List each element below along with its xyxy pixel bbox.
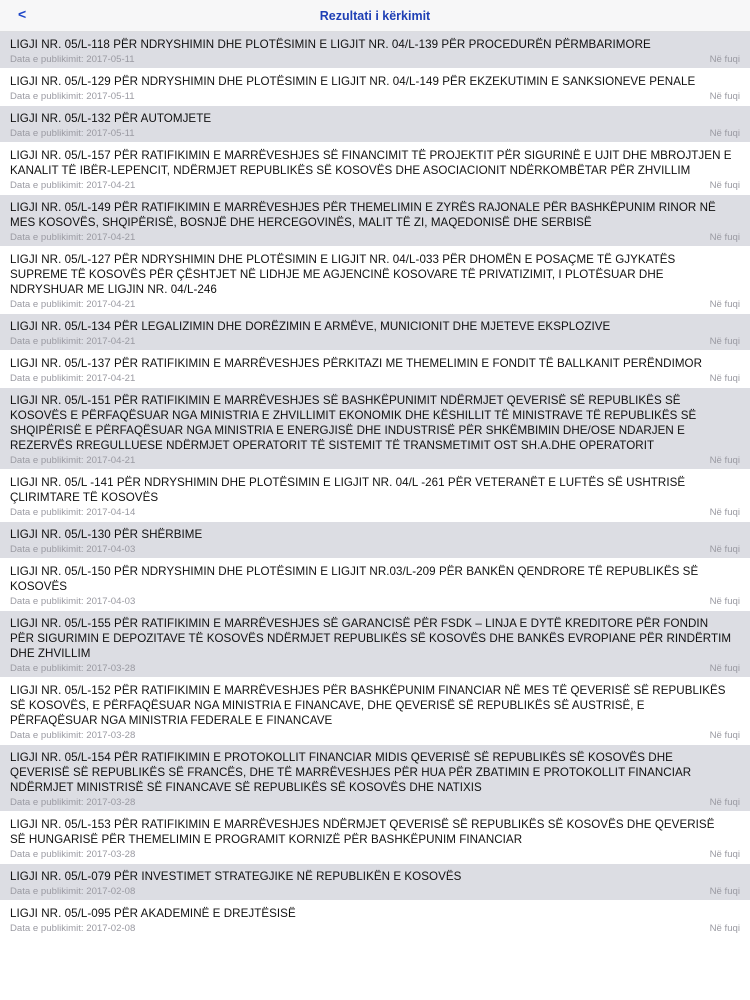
law-title: LIGJI NR. 05/L-130 PËR SHËRBIME — [10, 528, 203, 541]
list-item[interactable] — [0, 901, 750, 938]
item-meta — [10, 796, 740, 809]
status-label: Në fuqi — [709, 336, 740, 347]
item-meta — [10, 372, 740, 385]
item-meta — [10, 454, 740, 467]
list-item[interactable] — [0, 611, 750, 678]
publication-date: Data e publikimit: 2017-04-14 — [10, 507, 136, 518]
publication-date: Data e publikimit: 2017-05-11 — [10, 91, 135, 102]
law-title: LIGJI NR. 05/L-149 PËR RATIFIKIMIN E MARRËVESHJES PËR THEMELIMIN E ZYRËS RAJONALE PËR BASHKËPUNIM RINOR NË MES KOSOVËS, SHQIPËRISË, BOSNJË DHE HERCEGOVINËS, MALIT TË ZI, MAQEDONISË DHE SERBISË — [10, 201, 716, 229]
status-label: Në fuqi — [709, 849, 740, 860]
publication-date: Data e publikimit: 2017-04-21 — [10, 336, 136, 347]
results-list — [0, 32, 750, 938]
status-label: Në fuqi — [709, 373, 740, 384]
item-meta — [10, 127, 740, 140]
publication-date: Data e publikimit: 2017-03-28 — [10, 730, 136, 741]
law-title: LIGJI NR. 05/L-155 PËR RATIFIKIMIN E MARRËVESHJES SË GARANCISË PËR FSDK – LINJA E DYTË KREDITORE PËR FONDIN PËR SIGURIMIN E DEPOZITAVE TË KOSOVËS NDËRMJET REPUBLIKËS SË KOSOVËS DHE BANKËS EVROPIANE PËR RINDËRTIM DHE ZHVILLIM — [10, 617, 732, 660]
publication-date: Data e publikimit: 2017-03-28 — [10, 849, 136, 860]
item-meta — [10, 179, 740, 192]
list-item[interactable] — [0, 351, 750, 388]
item-meta — [10, 729, 740, 742]
publication-date: Data e publikimit: 2017-04-21 — [10, 299, 136, 310]
law-title: LIGJI NR. 05/L-095 PËR AKADEMINË E DREJTËSISË — [10, 907, 296, 920]
status-label: Në fuqi — [709, 730, 740, 741]
item-meta — [10, 506, 740, 519]
law-title: LIGJI NR. 05/L-132 PËR AUTOMJETE — [10, 112, 212, 125]
publication-date: Data e publikimit: 2017-04-21 — [10, 180, 136, 191]
publication-date: Data e publikimit: 2017-05-11 — [10, 54, 135, 65]
item-meta — [10, 662, 740, 675]
publication-date: Data e publikimit: 2017-03-28 — [10, 663, 136, 674]
item-meta — [10, 231, 740, 244]
status-label: Në fuqi — [709, 180, 740, 191]
item-meta — [10, 848, 740, 861]
list-item[interactable] — [0, 195, 750, 247]
item-meta — [10, 90, 740, 103]
list-item[interactable] — [0, 864, 750, 901]
nav-bar — [0, 0, 750, 32]
publication-date: Data e publikimit: 2017-03-28 — [10, 797, 136, 808]
list-item[interactable] — [0, 314, 750, 351]
list-item[interactable] — [0, 470, 750, 522]
status-label: Në fuqi — [709, 544, 740, 555]
back-button[interactable]: < — [18, 6, 27, 22]
list-item[interactable] — [0, 32, 750, 69]
law-title: LIGJI NR. 05/L-154 PËR RATIFIKIMIN E PROTOKOLLIT FINANCIAR MIDIS QEVERISË SË REPUBLIKËS SË KOSOVËS DHE QEVERISË SË REPUBLIKËS SË FRANCËS, DHE TË MARRËVESHJES PËR HUA PËR ZBATIMIN E PROTOKOLLIT FINANCIAR NDËRMJET MINISTRISË SË FINANCAVE SË REPUBLIKËS SË KOSOVËS DHE NATIXIS — [10, 751, 692, 794]
publication-date: Data e publikimit: 2017-04-21 — [10, 232, 136, 243]
status-label: Në fuqi — [709, 596, 740, 607]
status-label: Në fuqi — [709, 663, 740, 674]
publication-date: Data e publikimit: 2017-05-11 — [10, 128, 135, 139]
law-title: LIGJI NR. 05/L-118 PËR NDRYSHIMIN DHE PLOTËSIMIN E LIGJIT NR. 04/L-139 PËR PROCEDURËN PËRMBARIMORE — [10, 38, 651, 51]
item-meta — [10, 885, 740, 898]
list-item[interactable] — [0, 812, 750, 864]
law-title: LIGJI NR. 05/L-151 PËR RATIFIKIMIN E MARRËVESHJES SË BASHKËPUNIMIT NDËRMJET QEVERISË SË REPUBLIKËS SË KOSOVËS E PËRFAQËSUAR NGA MINISTRIA E ZHVILLIMIT EKONOMIK DHE KËSHILLIT TË MINISTRAVE TË REPUBLIKËS SË SHQIPËRISË E PËRFAQËSUAR NGA MINISTRIA E ENERGJISË DHE INDUSTRISË PËR SHKËMBIMIN DHE/OSE NDARJEN E REZERVËS RREGULLUESE NDËRMJET OPERATORIT TË SISTEMIT TË TRANSMETIMIT OST SH.A.DHE OPERATORIT — [10, 394, 697, 452]
status-label: Në fuqi — [709, 886, 740, 897]
publication-date: Data e publikimit: 2017-04-03 — [10, 596, 136, 607]
list-item[interactable] — [0, 522, 750, 559]
status-label: Në fuqi — [709, 299, 740, 310]
status-label: Në fuqi — [709, 128, 740, 139]
law-title: LIGJI NR. 05/L-129 PËR NDRYSHIMIN DHE PLOTËSIMIN E LIGJIT NR. 04/L-149 PËR EKZEKUTIMIN E SANKSIONEVE PENALE — [10, 75, 696, 88]
status-label: Në fuqi — [709, 923, 740, 934]
list-item[interactable] — [0, 745, 750, 812]
publication-date: Data e publikimit: 2017-04-03 — [10, 544, 136, 555]
status-label: Në fuqi — [709, 455, 740, 466]
publication-date: Data e publikimit: 2017-04-21 — [10, 373, 136, 384]
page-title: Rezultati i kërkimit — [319, 8, 431, 23]
law-title: LIGJI NR. 05/L-127 PËR NDRYSHIMIN DHE PLOTËSIMIN E LIGJIT NR. 04/L-033 PËR DHOMËN E POSAÇME TË GJYKATËS SUPREME TË KOSOVËS PËR ÇËSHTJET NË LIDHJE ME AGJENCINË KOSOVARE TË PRIVATIZIMIT, I PLOTËSUAR DHE NDRYSHUAR ME LIGJIN NR. 04/L-246 — [10, 253, 676, 296]
law-title: LIGJI NR. 05/L-157 PËR RATIFIKIMIN E MARRËVESHJES SË FINANCIMIT TË PROJEKTIT PËR SIGURINË E UJIT DHE MBROJTJEN E KANALIT TË IBËR-LEPENCIT, NDËRMJET REPUBLIKËS SË KOSOVËS DHE ASOCIACIONIT NDËRKOMBËTAR PËR ZHVILLIM — [10, 149, 732, 177]
item-meta — [10, 53, 740, 66]
status-label: Në fuqi — [709, 797, 740, 808]
law-title: LIGJI NR. 05/L -141 PËR NDRYSHIMIN DHE PLOTËSIMIN E LIGJIT NR. 04/L -261 PËR VETERANËT E LUFTËS SË USHTRISË ÇLIRIMTARE TË KOSOVËS — [10, 476, 686, 504]
list-item[interactable] — [0, 247, 750, 314]
law-title: LIGJI NR. 05/L-134 PËR LEGALIZIMIN DHE DORËZIMIN E ARMËVE, MUNICIONIT DHE MJETEVE EKSPLOZIVE — [10, 320, 611, 333]
law-title: LIGJI NR. 05/L-153 PËR RATIFIKIMIN E MARRËVESHJES NDËRMJET QEVERISË SË REPUBLIKËS SË KOSOVËS DHE QEVERISË SË HUNGARISË PËR THEMELIMIN E PROGRAMIT KORNIZË PËR BASHKËPUNIM FINANCIAR — [10, 818, 715, 846]
status-label: Në fuqi — [709, 54, 740, 65]
list-item[interactable] — [0, 559, 750, 611]
list-item[interactable] — [0, 69, 750, 106]
list-item[interactable] — [0, 106, 750, 143]
law-title: LIGJI NR. 05/L-079 PËR INVESTIMET STRATEGJIKE NË REPUBLIKËN E KOSOVËS — [10, 870, 462, 883]
publication-date: Data e publikimit: 2017-02-08 — [10, 923, 136, 934]
list-item[interactable] — [0, 143, 750, 195]
law-title: LIGJI NR. 05/L-150 PËR NDRYSHIMIN DHE PLOTËSIMIN E LIGJIT NR.03/L-209 PËR BANKËN QENDRORE TË REPUBLIKËS SË KOSOVËS — [10, 565, 699, 593]
status-label: Në fuqi — [709, 232, 740, 243]
item-meta — [10, 298, 740, 311]
item-meta — [10, 335, 740, 348]
list-item[interactable] — [0, 388, 750, 470]
status-label: Në fuqi — [709, 91, 740, 102]
item-meta — [10, 543, 740, 556]
law-title: LIGJI NR. 05/L-137 PËR RATIFIKIMIN E MARRËVESHJES PËRKITAZI ME THEMELIMIN E FONDIT TË BALLKANIT PERËNDIMOR — [10, 357, 703, 370]
item-meta — [10, 922, 740, 935]
item-meta — [10, 595, 740, 608]
publication-date: Data e publikimit: 2017-02-08 — [10, 886, 136, 897]
list-item[interactable] — [0, 678, 750, 745]
status-label: Në fuqi — [709, 507, 740, 518]
publication-date: Data e publikimit: 2017-04-21 — [10, 455, 136, 466]
law-title: LIGJI NR. 05/L-152 PËR RATIFIKIMIN E MARRËVESHJES PËR BASHKËPUNIM FINANCIAR NË MES TË QEVERISË SË REPUBLIKËS SË KOSOVËS, E PËRFAQËSUAR NGA MINISTRIA E FINANCAVE, DHE QEVERISË SË REPUBLIKËS SË AUSTRISË, E PËRFAQËSUAR NGA MINISTRIA FEDERALE E FINANCAVE — [10, 684, 726, 727]
